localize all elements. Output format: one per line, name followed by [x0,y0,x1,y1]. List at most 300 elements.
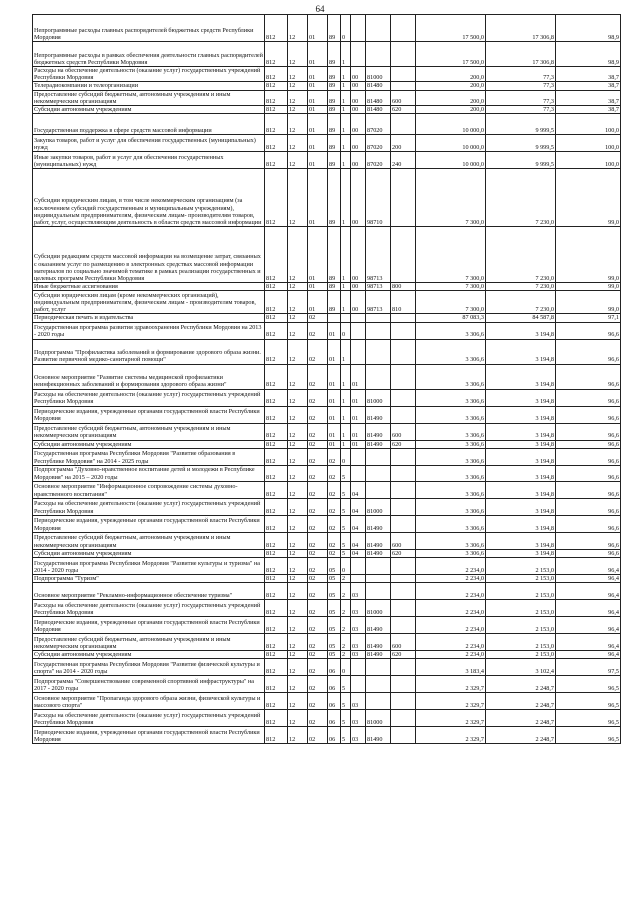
row-percent: 38,7 [556,67,621,82]
row-event: 03 [351,617,366,634]
row-event: 00 [351,291,366,314]
row-razdel: 12 [288,90,308,105]
row-program: 89 [328,42,341,67]
row-glava: 812 [265,498,288,515]
row-subprogram: 1 [341,152,351,169]
row-podrazdel: 02 [308,617,328,634]
row-expense-type [391,314,416,322]
row-direction [366,575,391,583]
row-subprogram: 1 [341,114,351,135]
row-actual: 3 194,8 [486,465,556,481]
row-subprogram: 1 [341,135,351,152]
row-razdel: 12 [288,549,308,557]
row-name: Предоставление субсидий бюджетным, автономным учреждениям и иным некоммерческим организациям [33,634,265,651]
row-subprogram: 1 [341,42,351,67]
row-event [351,448,366,465]
row-glava: 812 [265,42,288,67]
row-subprogram: 1 [341,291,351,314]
row-expense-type [391,583,416,600]
row-expense-type: 600 [391,90,416,105]
row-event: 00 [351,90,366,105]
row-expense-type [391,659,416,676]
row-razdel: 12 [288,676,308,693]
row-actual: 9 999,5 [486,152,556,169]
row-direction: 81490 [366,727,391,744]
row-subprogram: 5 [341,676,351,693]
row-direction: 98713 [366,291,391,314]
row-subprogram: 1 [341,423,351,440]
row-plan: 200,0 [416,67,486,82]
row-podrazdel: 01 [308,169,328,227]
row-direction: 81490 [366,515,391,532]
row-percent: 96,6 [556,423,621,440]
row-expense-type [391,339,416,364]
row-expense-type: 600 [391,423,416,440]
row-glava: 812 [265,67,288,82]
row-actual: 7 230,0 [486,227,556,283]
row-actual: 2 153,0 [486,651,556,659]
table-row [33,114,621,135]
row-expense-type: 240 [391,152,416,169]
row-program: 89 [328,114,341,135]
row-subprogram: 1 [341,440,351,448]
row-podrazdel: 02 [308,440,328,448]
row-glava: 812 [265,549,288,557]
row-plan: 3 306,6 [416,465,486,481]
row-percent: 38,7 [556,82,621,90]
row-razdel: 12 [288,600,308,617]
row-event: 00 [351,152,366,169]
row-event: 01 [351,406,366,423]
row-subprogram: 5 [341,549,351,557]
row-percent: 96,5 [556,676,621,693]
row-razdel: 12 [288,406,308,423]
row-podrazdel: 02 [308,465,328,481]
row-event: 00 [351,67,366,82]
table-row [33,448,621,465]
row-direction: 81490 [366,634,391,651]
row-percent: 98,9 [556,42,621,67]
row-actual: 17 306,8 [486,42,556,67]
row-glava: 812 [265,448,288,465]
row-subprogram: 0 [341,15,351,42]
row-direction [366,558,391,575]
row-direction: 81000 [366,498,391,515]
row-program: 05 [328,651,341,659]
row-plan: 3 306,6 [416,498,486,515]
row-glava: 812 [265,440,288,448]
row-name: Периодические издания, учрежденные органами государственной власти Республики Мордовия [33,727,265,744]
row-program: 02 [328,498,341,515]
row-name: Подпрограмма "Духовно-нравственное воспитание детей и молодежи в Республике Мордовия" на 2015 – 2020 годы [33,465,265,481]
row-subprogram: 1 [341,406,351,423]
row-subprogram: 1 [341,106,351,114]
row-percent: 99,0 [556,291,621,314]
row-event [351,465,366,481]
row-plan: 2 234,0 [416,600,486,617]
row-name: Государственная программа развития здравоохранения Республики Мордовия на 2013 - 2020 годы [33,322,265,339]
row-plan: 3 306,6 [416,515,486,532]
row-name: Расходы на обеспечение деятельности (оказание услуг) государственных учреждений Республики Мордовия [33,67,265,82]
table-row [33,634,621,651]
row-actual: 77,3 [486,106,556,114]
row-program: 01 [328,423,341,440]
row-subprogram: 2 [341,600,351,617]
row-program: 89 [328,283,341,291]
row-actual: 2 153,0 [486,583,556,600]
row-plan: 7 300,0 [416,291,486,314]
row-plan: 2 234,0 [416,651,486,659]
row-program: 05 [328,634,341,651]
row-direction [366,42,391,67]
row-podrazdel: 02 [308,322,328,339]
row-glava: 812 [265,710,288,727]
row-program: 89 [328,15,341,42]
row-subprogram: 2 [341,634,351,651]
row-program: 06 [328,710,341,727]
row-podrazdel: 01 [308,291,328,314]
row-expense-type: 600 [391,532,416,549]
row-podrazdel: 02 [308,481,328,498]
row-direction: 81490 [366,406,391,423]
table-body [33,15,621,744]
row-plan: 7 300,0 [416,283,486,291]
row-percent: 99,0 [556,227,621,283]
row-podrazdel: 01 [308,90,328,105]
row-glava: 812 [265,106,288,114]
table-row [33,600,621,617]
row-plan: 2 329,7 [416,727,486,744]
row-actual: 7 230,0 [486,283,556,291]
row-percent: 96,6 [556,549,621,557]
row-name: Субсидии автономным учреждениям [33,549,265,557]
row-actual: 3 194,8 [486,481,556,498]
row-direction [366,693,391,710]
row-razdel: 12 [288,389,308,406]
table-row [33,364,621,389]
row-plan: 87 083,3 [416,314,486,322]
table-row [33,169,621,227]
row-glava: 812 [265,481,288,498]
row-plan: 17 500,0 [416,42,486,67]
row-actual: 3 194,8 [486,532,556,549]
row-program: 06 [328,727,341,744]
row-event [351,676,366,693]
row-plan: 3 306,6 [416,481,486,498]
row-event: 04 [351,532,366,549]
row-expense-type [391,42,416,67]
row-program [328,314,341,322]
row-name: Основное мероприятие "Пропаганда здорового образа жизни, физической культуры и массового спорта" [33,693,265,710]
row-subprogram: 5 [341,498,351,515]
row-expense-type [391,448,416,465]
row-program: 01 [328,406,341,423]
row-expense-type: 810 [391,291,416,314]
row-program: 89 [328,67,341,82]
table-row [33,676,621,693]
table-row [33,617,621,634]
row-event [351,575,366,583]
table-row [33,90,621,105]
row-expense-type [391,169,416,227]
row-plan: 3 306,6 [416,423,486,440]
row-glava: 812 [265,600,288,617]
row-event: 00 [351,114,366,135]
row-expense-type: 200 [391,135,416,152]
row-actual: 2 248,7 [486,676,556,693]
row-glava: 812 [265,322,288,339]
row-percent: 96,6 [556,481,621,498]
row-podrazdel: 02 [308,634,328,651]
table-row [33,651,621,659]
row-actual: 7 230,0 [486,169,556,227]
row-podrazdel: 01 [308,15,328,42]
row-event: 00 [351,169,366,227]
row-name: Закупка товаров, работ и услуг для обеспечения государственных (муниципальных) нужд [33,135,265,152]
row-program: 05 [328,617,341,634]
row-plan: 3 306,6 [416,322,486,339]
row-razdel: 12 [288,659,308,676]
row-direction: 81000 [366,600,391,617]
row-glava: 812 [265,465,288,481]
table-row [33,389,621,406]
row-podrazdel: 01 [308,227,328,283]
table-row [33,575,621,583]
row-name: Иные закупки товаров, работ и услуг для обеспечения государственных (муниципальных) нужд [33,152,265,169]
row-expense-type [391,481,416,498]
page-number: 64 [315,4,325,14]
row-name: Непрограммные расходы в рамках обеспечения деятельности главных распорядителей бюджетных средств Республики Мордовия [33,42,265,67]
row-program: 89 [328,106,341,114]
row-direction [366,339,391,364]
row-program: 06 [328,676,341,693]
row-podrazdel: 02 [308,659,328,676]
row-podrazdel: 01 [308,135,328,152]
row-event: 00 [351,82,366,90]
row-glava: 812 [265,135,288,152]
table-row [33,67,621,82]
row-event: 03 [351,710,366,727]
row-podrazdel: 01 [308,106,328,114]
row-glava: 812 [265,676,288,693]
row-razdel: 12 [288,515,308,532]
row-razdel: 12 [288,106,308,114]
row-razdel: 12 [288,617,308,634]
row-program: 89 [328,227,341,283]
row-percent: 96,5 [556,727,621,744]
row-program: 01 [328,339,341,364]
row-subprogram: 5 [341,465,351,481]
row-name: Телерадиокомпании и телеорганизации [33,82,265,90]
table-row [33,314,621,322]
row-razdel: 12 [288,693,308,710]
row-expense-type [391,82,416,90]
row-percent: 100,0 [556,152,621,169]
row-razdel: 12 [288,291,308,314]
row-plan: 2 329,7 [416,676,486,693]
row-expense-type [391,227,416,283]
table-row [33,727,621,744]
row-program: 02 [328,549,341,557]
row-razdel: 12 [288,15,308,42]
row-direction: 81000 [366,67,391,82]
row-actual: 2 153,0 [486,575,556,583]
row-glava: 812 [265,634,288,651]
row-program: 01 [328,440,341,448]
row-plan: 2 234,0 [416,575,486,583]
row-podrazdel: 01 [308,82,328,90]
table-row [33,152,621,169]
row-actual: 3 194,8 [486,448,556,465]
row-program: 02 [328,448,341,465]
row-direction [366,364,391,389]
row-expense-type: 620 [391,106,416,114]
row-plan: 7 300,0 [416,227,486,283]
row-event [351,42,366,67]
row-plan: 3 306,6 [416,532,486,549]
row-razdel: 12 [288,727,308,744]
row-glava: 812 [265,515,288,532]
row-direction [366,676,391,693]
row-glava: 812 [265,314,288,322]
row-razdel: 12 [288,283,308,291]
row-event: 00 [351,135,366,152]
row-direction [366,322,391,339]
row-razdel: 12 [288,448,308,465]
row-expense-type [391,114,416,135]
row-glava: 812 [265,152,288,169]
row-direction [366,465,391,481]
row-actual: 3 194,8 [486,423,556,440]
row-direction: 81490 [366,532,391,549]
row-event: 04 [351,515,366,532]
row-percent: 96,4 [556,583,621,600]
table-row [33,406,621,423]
row-expense-type: 800 [391,283,416,291]
row-podrazdel: 02 [308,532,328,549]
row-razdel: 12 [288,532,308,549]
row-podrazdel: 02 [308,423,328,440]
table-row [33,710,621,727]
row-event [351,339,366,364]
table-row [33,558,621,575]
row-glava: 812 [265,575,288,583]
row-name: Периодические издания, учрежденные органами государственной власти Республики Мордовия [33,515,265,532]
row-plan: 2 234,0 [416,617,486,634]
row-actual: 17 306,8 [486,15,556,42]
row-plan: 10 000,0 [416,114,486,135]
row-name: Расходы на обеспечение деятельности (оказание услуг) государственных учреждений Республики Мордовия [33,600,265,617]
row-name: Субсидии редакциям средств массовой информации на возмещение затрат, связанных с оказанием услуг по размещению в электронных средствах массовой информации материалов по социально значимой тематике в рамках реализации государственных и целевых программ Республики Мордовия [33,227,265,283]
row-subprogram: 0 [341,322,351,339]
row-name: Периодическая печать и издательства [33,314,265,322]
row-direction: 81000 [366,389,391,406]
table-row [33,322,621,339]
row-expense-type [391,406,416,423]
row-razdel: 12 [288,651,308,659]
row-glava: 812 [265,82,288,90]
table-row [33,291,621,314]
row-actual: 3 194,8 [486,364,556,389]
row-direction: 87020 [366,114,391,135]
row-program: 89 [328,152,341,169]
row-percent: 96,4 [556,558,621,575]
table-row [33,423,621,440]
row-podrazdel: 02 [308,651,328,659]
row-event: 01 [351,364,366,389]
row-razdel: 12 [288,339,308,364]
row-plan: 200,0 [416,106,486,114]
row-razdel: 12 [288,498,308,515]
row-name: Субсидии автономным учреждениям [33,651,265,659]
row-percent: 97,1 [556,314,621,322]
row-subprogram: 1 [341,90,351,105]
row-program: 05 [328,600,341,617]
row-actual: 84 587,8 [486,314,556,322]
row-name: Предоставление субсидий бюджетным, автономным учреждениям и иным некоммерческим организациям [33,532,265,549]
row-podrazdel: 02 [308,364,328,389]
row-name: Основное мероприятие "Рекламно-информационное обеспечение туризма" [33,583,265,600]
row-subprogram: 0 [341,448,351,465]
row-percent: 96,6 [556,448,621,465]
row-event: 03 [351,727,366,744]
row-name: Расходы на обеспечение деятельности (оказание услуг) государственных учреждений Республики Мордовия [33,389,265,406]
row-podrazdel: 01 [308,152,328,169]
row-actual: 3 194,8 [486,322,556,339]
row-direction [366,659,391,676]
row-plan: 10 000,0 [416,135,486,152]
row-glava: 812 [265,659,288,676]
table-row [33,339,621,364]
row-podrazdel: 02 [308,339,328,364]
row-glava: 812 [265,291,288,314]
row-razdel: 12 [288,227,308,283]
row-plan: 2 329,7 [416,693,486,710]
table-row [33,549,621,557]
row-expense-type [391,389,416,406]
row-subprogram: 1 [341,283,351,291]
row-direction [366,583,391,600]
row-razdel: 12 [288,42,308,67]
row-percent: 96,6 [556,440,621,448]
row-razdel: 12 [288,440,308,448]
row-podrazdel: 02 [308,727,328,744]
row-subprogram: 2 [341,583,351,600]
row-program: 05 [328,575,341,583]
row-razdel: 12 [288,82,308,90]
row-percent: 100,0 [556,135,621,152]
row-name: Периодические издания, учрежденные органами государственной власти Республики Мордовия [33,406,265,423]
row-direction: 81490 [366,651,391,659]
row-name: Государственная программа Республики Мордовия "Развитие образования в Республике Мордовия" на 2014 - 2025 годы [33,448,265,465]
table-row [33,82,621,90]
row-event [351,322,366,339]
row-actual: 3 194,8 [486,498,556,515]
row-podrazdel: 02 [308,314,328,322]
row-program: 06 [328,693,341,710]
row-name: Подпрограмма "Совершенствование современной спортивной инфраструктуры" на 2017 - 2020 годы [33,676,265,693]
row-razdel: 12 [288,465,308,481]
table-row [33,283,621,291]
row-subprogram: 5 [341,515,351,532]
row-name: Основное мероприятие "Развитие системы медицинской профилактики неинфекционных заболеваний и формирования здорового образа жизни" [33,364,265,389]
row-percent: 96,6 [556,322,621,339]
row-subprogram: 0 [341,659,351,676]
row-plan: 3 306,6 [416,549,486,557]
row-actual: 77,3 [486,82,556,90]
row-razdel: 12 [288,481,308,498]
row-program: 01 [328,364,341,389]
